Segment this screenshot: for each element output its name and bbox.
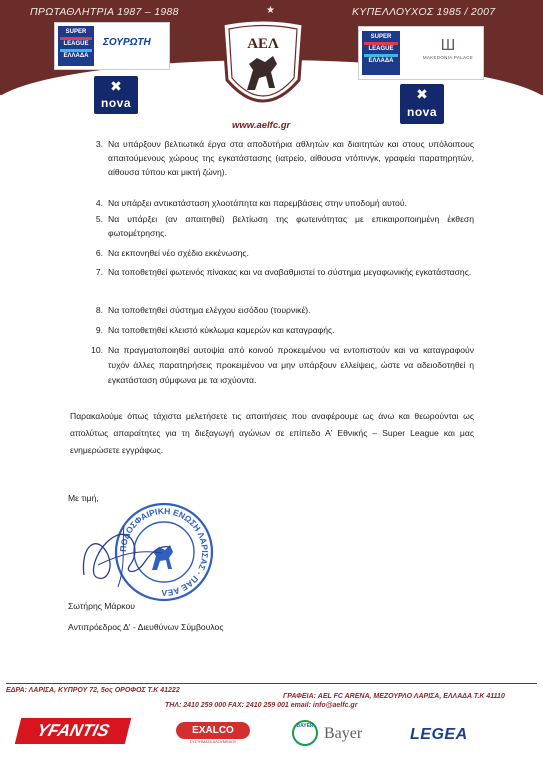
palace-icon: Ш	[440, 37, 456, 54]
item-text: Να εκπονηθεί νέο σχέδιο εκκένωσης.	[108, 248, 249, 258]
super-league-text-3: ΕΛΛΑΔΑ	[368, 58, 394, 64]
star-icon: ★	[266, 5, 275, 16]
bayer-cross-logo	[292, 720, 318, 746]
list-item	[96, 137, 474, 179]
nova-x-icon: ✖	[110, 78, 122, 94]
item-text: Να υπάρξει αντικατάσταση χλοοτάπητα και παρεμβάσεις στην υποδομή αυτού.	[108, 198, 407, 208]
item-number: 3.	[95, 139, 103, 149]
item-text: Να τοποθετηθεί σύστημα ελέγχου εισόδου (τουρνικέ).	[108, 305, 311, 315]
item-number: 6.	[95, 248, 103, 258]
stripe	[60, 37, 92, 40]
footer-contact: ΤΗΛ: 2410 259 000 FAX: 2410 259 001 email: info@aelfc.gr	[165, 702, 358, 709]
yifantis-logo: YFANTIS	[15, 718, 131, 744]
item-number: 4.	[95, 198, 103, 208]
sponsor-logo-box-left	[54, 22, 170, 70]
footer-address-right: ΓΡΑΦΕΙΑ: AEL FC ARENA, ΜΕΖΟΥΡΛΟ ΛΑΡΙΣΑ, ΕΛΛΑΔΑ Τ.Κ 41110	[283, 693, 505, 700]
nova-logo-right	[400, 84, 444, 124]
item-number: 5.	[95, 214, 103, 224]
nova-text-left: nova	[100, 96, 131, 110]
list-item	[96, 323, 474, 337]
item-number: 9.	[95, 325, 103, 335]
footer-divider	[6, 683, 537, 684]
stripe	[364, 42, 398, 45]
club-website[interactable]: www.aelfc.gr	[232, 120, 291, 131]
list-item	[91, 343, 474, 388]
sponsor-logo-box-right	[358, 26, 484, 80]
super-league-text-1: SUPER	[370, 34, 392, 40]
item-text: Να πραγματοποιηθεί αυτοψία από κοινού προκειμένου να εντοπιστούν και να καταγραφούν τυχόν άλλες παρατηρήσεις προκειμένου να μην υπάρξουν ελλείψεις, ώστε να αδειοδοτηθεί η εγκατάσταση σύμφωνα με τα ισχύοντα.	[108, 345, 474, 385]
ael-horse-emblem	[219, 18, 307, 118]
nova-logo-left	[94, 76, 138, 114]
svg-text:ΑΕΛ: ΑΕΛ	[247, 36, 279, 52]
exalco-logo: EXALCO	[176, 722, 250, 739]
legea-logo: LEGEA	[410, 726, 468, 743]
nova-text-right: nova	[406, 105, 437, 119]
cup-years-right: ΚΥΠΕΛΛΟΥΧΟΣ 1985 / 2007	[352, 6, 496, 18]
sourothi-logo: ΣΟΥΡΩΤΗ	[103, 37, 151, 48]
svg-text:ΠΟΔΟΣΦΑΙΡΙΚΗ ΕΝΩΣΗ ΛΑΡΙΣΑΣ · Π: ΠΟΔΟΣΦΑΙΡΙΚΗ ΕΝΩΣΗ ΛΑΡΙΣΑΣ · ΠΑΕ ΑΕΛ	[117, 505, 211, 599]
bayer-logo: Bayer	[324, 725, 363, 742]
super-league-text-2: LEAGUE	[368, 46, 394, 52]
request-paragraph: Παρακαλούμε όπως τάχιστα μελετήσετε τις απαιτήσεις που αναφέρουμε ως άνω και θεωρούνται ως απολύτως απαραίτητες για τη διεξαγωγή αγώνων σε επίπεδο Α' Εθνικής – Super League και μας ενημερώσετε εγγράφως.	[70, 411, 474, 455]
signer-title: Αντιπρόεδρος Δ' - Διευθύνων Σύμβουλος	[68, 622, 224, 632]
item-number: 10.	[91, 345, 103, 355]
stripe	[364, 54, 398, 57]
item-text: Να τοποθετηθεί κλειστό κύκλωμα καμερών και καταγραφής.	[108, 325, 335, 335]
item-number: 7.	[95, 267, 103, 277]
stripe	[60, 49, 92, 52]
makedonia-palace-logo	[415, 37, 481, 60]
item-text: Να υπάρξει (αν απαιτηθεί) βελτίωση της φωτεινότητας με επικαιροποιημένη έκθεση φωτομέτρησης.	[108, 214, 474, 238]
list-item	[96, 265, 474, 279]
handwritten-signature	[78, 505, 178, 600]
nova-x-icon: ✖	[416, 86, 428, 102]
list-item	[96, 196, 474, 210]
super-league-text-1: SUPER	[65, 29, 87, 35]
item-text: Να τοποθετηθεί φωτεινός πίνακας και να αναβαθμιστεί το σύστημα μεγαφωνικής εγκατάστασης.	[108, 267, 472, 277]
champion-years-left: ΠΡΩΤΑΘΛΗΤΡΙΑ 1987 – 1988	[30, 6, 179, 18]
bayer-cross-text: BAYER	[296, 723, 314, 729]
super-league-text-3: ΕΛΛΑΔΑ	[63, 53, 89, 59]
makedonia-palace-text: MAKEDONIA PALACE	[422, 55, 474, 60]
item-number: 8.	[95, 305, 103, 315]
super-league-text-2: LEAGUE	[63, 41, 89, 47]
item-text: Να υπάρξουν βελτιωτικά έργα στα αποδυτήρια αθλητών και διαιτητών και στους υπόλοιπους απαιτούμενους χώρους της εγκατάστασης (ιατρείο, αίθουσα ντόπινγκ, γραφεία παρατηρητών, αίθουσα τύπου και μικτή ζώνη).	[108, 139, 474, 177]
list-item	[96, 303, 474, 317]
signer-name: Σωτήρης Μάρκου	[68, 601, 135, 611]
list-item	[96, 212, 474, 240]
super-league-logo	[58, 26, 94, 66]
closing-text: Με τιμή,	[68, 493, 99, 503]
list-item	[96, 246, 474, 260]
super-league-logo-right	[362, 31, 400, 75]
exalco-tagline: ΣΥΣΤΗΜΑΤΑ ΑΛΟΥΜΙΝΙΟΥ	[189, 740, 237, 744]
footer-address-left: ΕΔΡΑ: ΛΑΡΙΣΑ, ΚΥΠΡΟΥ 72, 5ος ΟΡΟΦΟΣ Τ.Κ 41222	[6, 687, 180, 694]
